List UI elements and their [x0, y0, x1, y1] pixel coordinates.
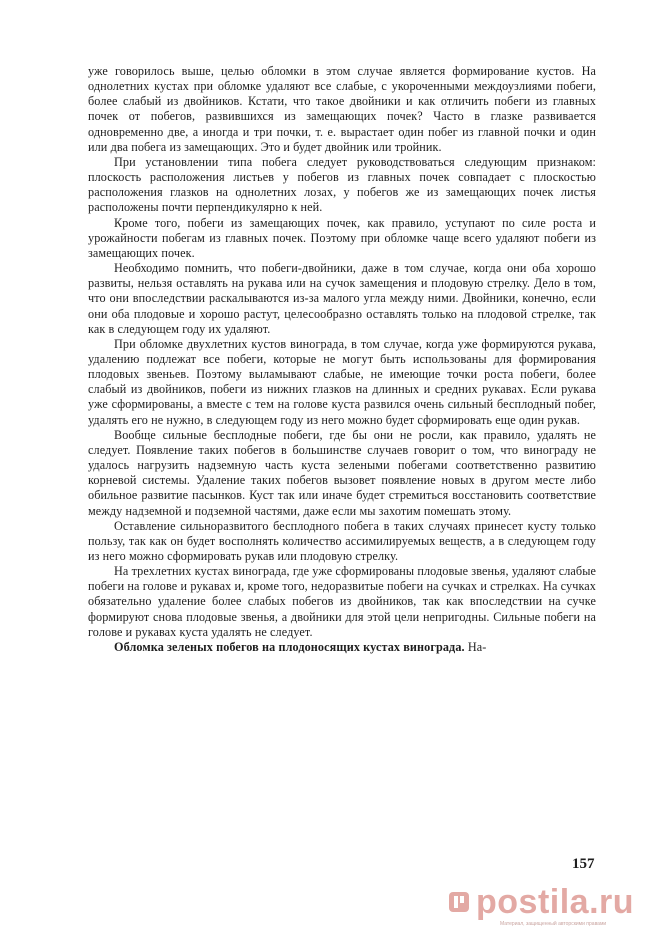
paragraph-3: Кроме того, побеги из замещающих почек, как правило, уступают по силе роста и урожайности побегам из главных почек. Поэтому при обломке чаще всего удаляют побеги из замещающих почек. — [88, 215, 596, 260]
postila-icon — [448, 891, 470, 913]
paragraph-1: уже говорилось выше, целью обломки в этом случае является формирование кустов. На однолетних кустах при обломке удаляют все слабые, с укороченными междоузлиями побеги, более слабый из двойников. Кстати, что такое двойники и как отличить побеги из главных почек от побегов, развившихся из замещающих почек? Часто в глазке развивается одновременно две, а иногда и три почки, т. е. вырастает один побег из главной почки и один или два побега из замещающих. Это и будет двойник или тройник. — [88, 64, 596, 154]
paragraph-5: При обломке двухлетних кустов винограда, в том случае, когда уже формируются рукава, удалению подлежат все побеги, которые не могут быть использованы для формирования плодовых звеньев. Поэтому выламывают слабые, не имеющие точки роста побеги, более слабый из двойников, побеги из нижних глазков на длинных и средних рукавах. Если рукава уже сформированы, а вместе с тем на голове куста развился очень сильный бесплодный побег, удалять его не нужно, в следующем году из него можно будет сформировать еще один рукав. — [88, 336, 596, 427]
watermark-brand: postila.ru — [476, 882, 635, 921]
paragraph-9 — [88, 640, 596, 655]
paragraph-2: При установлении типа побега следует руководствоваться следующим признаком: плоскость расположения листьев у побегов из главных почек совпадает с плоскостью расположения глазков на однолетних лозах, у побегов же из замещающих почек листья расположены почти перпендикулярно к ней. — [88, 154, 596, 215]
page-body — [88, 64, 596, 655]
page-number: 157 — [572, 856, 595, 872]
paragraph-4: Необходимо помнить, что побеги-двойники, даже в том случае, когда они оба хорошо развиты, нельзя оставлять на рукава или на сучок замещения и плодовую стрелку. Дело в том, что они впоследствии раскалываются из-за малого угла между ними. Двойники, конечно, если они оба плодовые и хорошо растут, целесообразно оставлять только на плодовой стрелке, так как в следующем году их удаляют. — [88, 261, 596, 336]
section-subheading: Обломка зеленых побегов на плодоносящих кустах винограда. — [114, 639, 465, 654]
paragraph-6: Вообще сильные бесплодные побеги, где бы они не росли, как правило, удалять не следует. Появление таких побегов в большинстве случаев говорит о том, что винограду не удалось нагрузить надземную часть куста зелеными побегами соответственно развитию корневой системы. Удаление таких побегов вызовет появление новых в другом месте либо обильное развитие пасынков. Куст так или иначе будет стремиться восстановить соответствие между надземной и подземной частями, даже если мы захотим помешать этому. — [88, 427, 596, 518]
paragraph-8: На трехлетних кустах винограда, где уже сформированы плодовые звенья, удаляют слабые побеги на голове и рукавах и, кроме того, недоразвитые побеги на сучках и стрелках. На сучках обязательно удаление более слабых побегов из двойников, так как впоследствии на сучке формируют снова плодовые звенья, а двойники для этой цели непригодны. Сильные побеги на голове и рукавах куста удалять не следует. — [88, 564, 596, 639]
watermark-caption: Материал, защищенный авторскими правами — [500, 921, 607, 927]
paragraph-7: Оставление сильноразвитого бесплодного побега в таких случаях принесет кусту только пользу, так как он будет восполнять количество ассимилируемых веществ, а в следующем году из него можно сформировать рукав или плодовую стрелку. — [88, 518, 596, 563]
paragraph-tail: На- — [464, 639, 487, 654]
